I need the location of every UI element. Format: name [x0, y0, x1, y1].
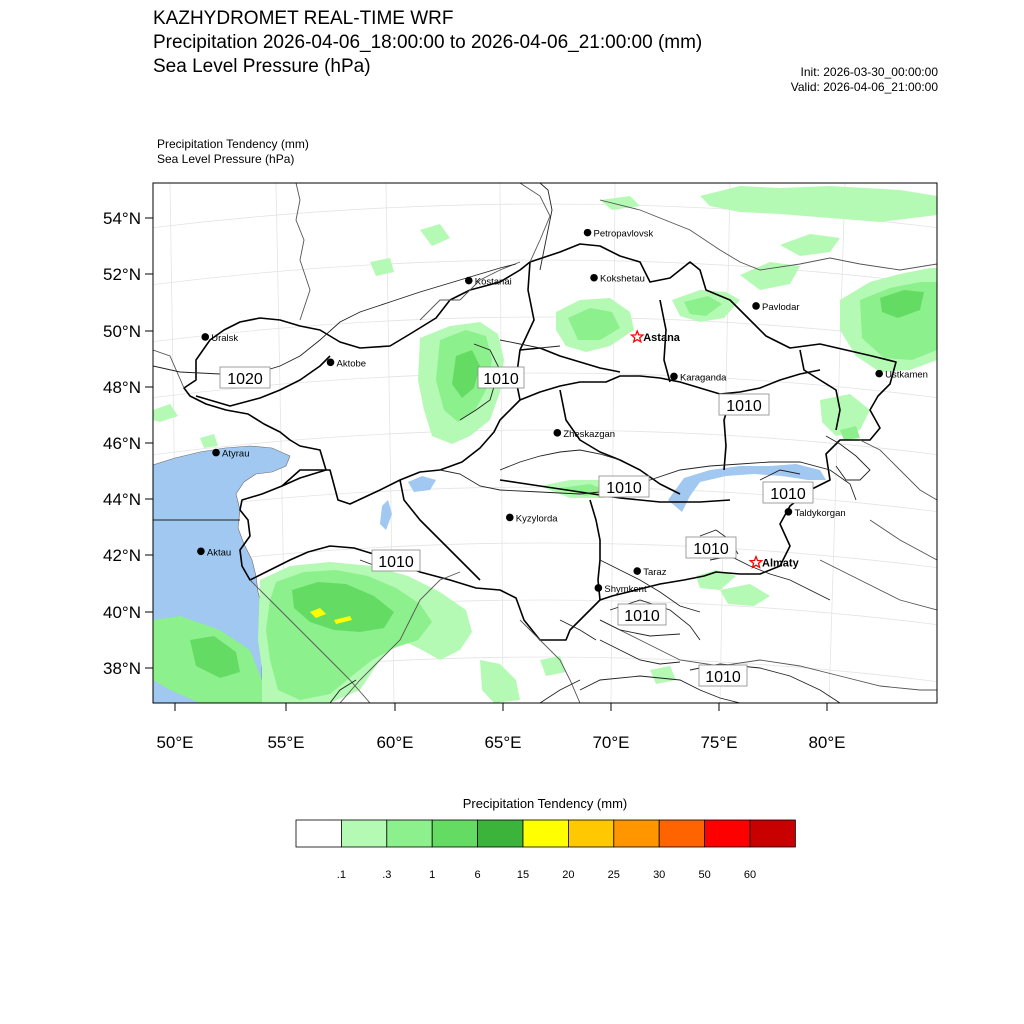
- lon-tick-60: 60°E: [376, 733, 414, 752]
- lat-tick-54: 54°N: [103, 209, 141, 228]
- isobar-label: 1010: [705, 669, 741, 686]
- colorbar-tick-label: 1: [429, 869, 436, 881]
- isobar-label: 1010: [693, 541, 729, 558]
- isobar-label: 1010: [726, 398, 762, 415]
- colorbar-tick-label: 20: [562, 869, 575, 881]
- city-dot-aktau: [197, 547, 205, 555]
- city-label-kokshetau: Kokshetau: [600, 273, 645, 285]
- colorbar-swatch: [523, 820, 568, 847]
- lon-tick-50: 50°E: [156, 733, 194, 752]
- city-label-karaganda: Karaganda: [679, 372, 727, 384]
- colorbar-swatch: [432, 820, 477, 847]
- colorbar-title: Precipitation Tendency (mm): [462, 796, 628, 811]
- city-label-pavlodar: Pavlodar: [762, 301, 800, 313]
- colorbar-tick-label: 50: [698, 869, 711, 881]
- colorbar-swatch: [387, 820, 432, 847]
- city-dot-taldykorgan: [785, 508, 793, 516]
- precip-subtitle: Precipitation 2026-04-06_18:00:00 to 2026-04-06_21:00:00 (mm): [153, 32, 703, 53]
- lat-tick-38: 38°N: [103, 659, 141, 678]
- colorbar-swatch: [705, 820, 750, 847]
- lat-tick-labels: [103, 209, 141, 678]
- city-dot-taraz: [633, 567, 641, 575]
- isobar-label: 1010: [770, 486, 806, 503]
- colorbar-swatch: [478, 820, 523, 847]
- city-dot-uralsk: [201, 333, 209, 341]
- colorbar-swatch: [568, 820, 613, 847]
- map-plot-area: [150, 183, 940, 703]
- slp-subtitle: Sea Level Pressure (hPa): [153, 56, 371, 77]
- city-label-almaty: Almaty: [762, 557, 799, 570]
- city-label-zheskazgan: Zheskazgan: [563, 428, 616, 440]
- colorbar-swatch: [659, 820, 704, 847]
- colorbar-swatch: [750, 820, 795, 847]
- city-label-aktobe: Aktobe: [336, 358, 367, 370]
- city-dot-kyzylorda: [506, 514, 514, 522]
- panel-field-label-precip: Precipitation Tendency (mm): [157, 137, 309, 151]
- colorbar-tick-label: 30: [653, 869, 666, 881]
- colorbar-tick-label: .1: [336, 869, 346, 881]
- chart-title: KAZHYDROMET REAL-TIME WRF: [153, 8, 454, 29]
- lon-tick-labels: [156, 733, 845, 752]
- colorbar: [296, 820, 795, 881]
- city-dot-kokshetau: [590, 274, 598, 282]
- city-label-taraz: Taraz: [643, 567, 667, 579]
- city-label-ustkamen: Ustkamen: [885, 369, 928, 381]
- lon-tick-55: 55°E: [267, 733, 305, 752]
- lon-tick-75: 75°E: [700, 733, 738, 752]
- lat-tick-46: 46°N: [103, 434, 141, 453]
- city-dot-zheskazgan: [554, 429, 562, 437]
- city-label-aktau: Aktau: [206, 547, 232, 559]
- city-label-kyzylorda: Kyzylorda: [515, 513, 558, 525]
- lat-tick-40: 40°N: [103, 603, 141, 622]
- city-label-shymkent: Shymkent: [604, 583, 647, 595]
- city-dot-kostanai: [465, 277, 473, 285]
- colorbar-swatch: [341, 820, 386, 847]
- city-dot-aktobe: [327, 359, 335, 367]
- colorbar-tick-label: 60: [743, 869, 757, 881]
- city-dot-karaganda: [670, 373, 678, 381]
- lon-tick-65: 65°E: [484, 733, 522, 752]
- colorbar-tick-label: .3: [382, 869, 392, 881]
- colorbar-tick-label: 6: [474, 869, 481, 881]
- lon-tick-80: 80°E: [808, 733, 846, 752]
- lon-tick-70: 70°E: [592, 733, 630, 752]
- isobar-label: 1010: [378, 554, 414, 571]
- city-dot-petropavlovsk: [584, 229, 592, 237]
- city-dot-pavlodar: [752, 302, 760, 310]
- panel-field-label-slp: Sea Level Pressure (hPa): [157, 152, 295, 166]
- valid-time: Valid: 2026-04-06_21:00:00: [790, 80, 938, 94]
- colorbar-swatch: [296, 820, 341, 847]
- colorbar-swatch: [614, 820, 659, 847]
- lat-tick-50: 50°N: [103, 322, 141, 341]
- isobar-label: 1010: [483, 371, 519, 388]
- lat-tick-52: 52°N: [103, 265, 141, 284]
- isobar-label: 1010: [624, 608, 660, 625]
- city-label-atyrau: Atyrau: [222, 448, 250, 460]
- colorbar-tick-label: 25: [607, 869, 620, 881]
- city-dot-ustkamen: [875, 370, 883, 378]
- init-time: Init: 2026-03-30_00:00:00: [800, 65, 938, 79]
- colorbar-tick-label: 15: [516, 869, 530, 881]
- city-dot-shymkent: [595, 584, 603, 592]
- city-label-kostanai: Kostanai: [474, 276, 512, 288]
- isobar-label: 1020: [227, 371, 263, 388]
- lat-tick-42: 42°N: [103, 546, 141, 565]
- city-label-uralsk: Uralsk: [211, 332, 239, 344]
- city-label-petropavlovsk: Petropavlovsk: [593, 228, 654, 240]
- lat-tick-44: 44°N: [103, 490, 141, 509]
- lon-tick-marks: [175, 703, 827, 711]
- lat-tick-marks: [145, 218, 153, 668]
- city-label-taldykorgan: Taldykorgan: [794, 507, 846, 519]
- city-label-astana: Astana: [643, 331, 680, 344]
- isobar-label: 1010: [606, 480, 642, 497]
- city-dot-atyrau: [212, 449, 220, 457]
- lat-tick-48: 48°N: [103, 378, 141, 397]
